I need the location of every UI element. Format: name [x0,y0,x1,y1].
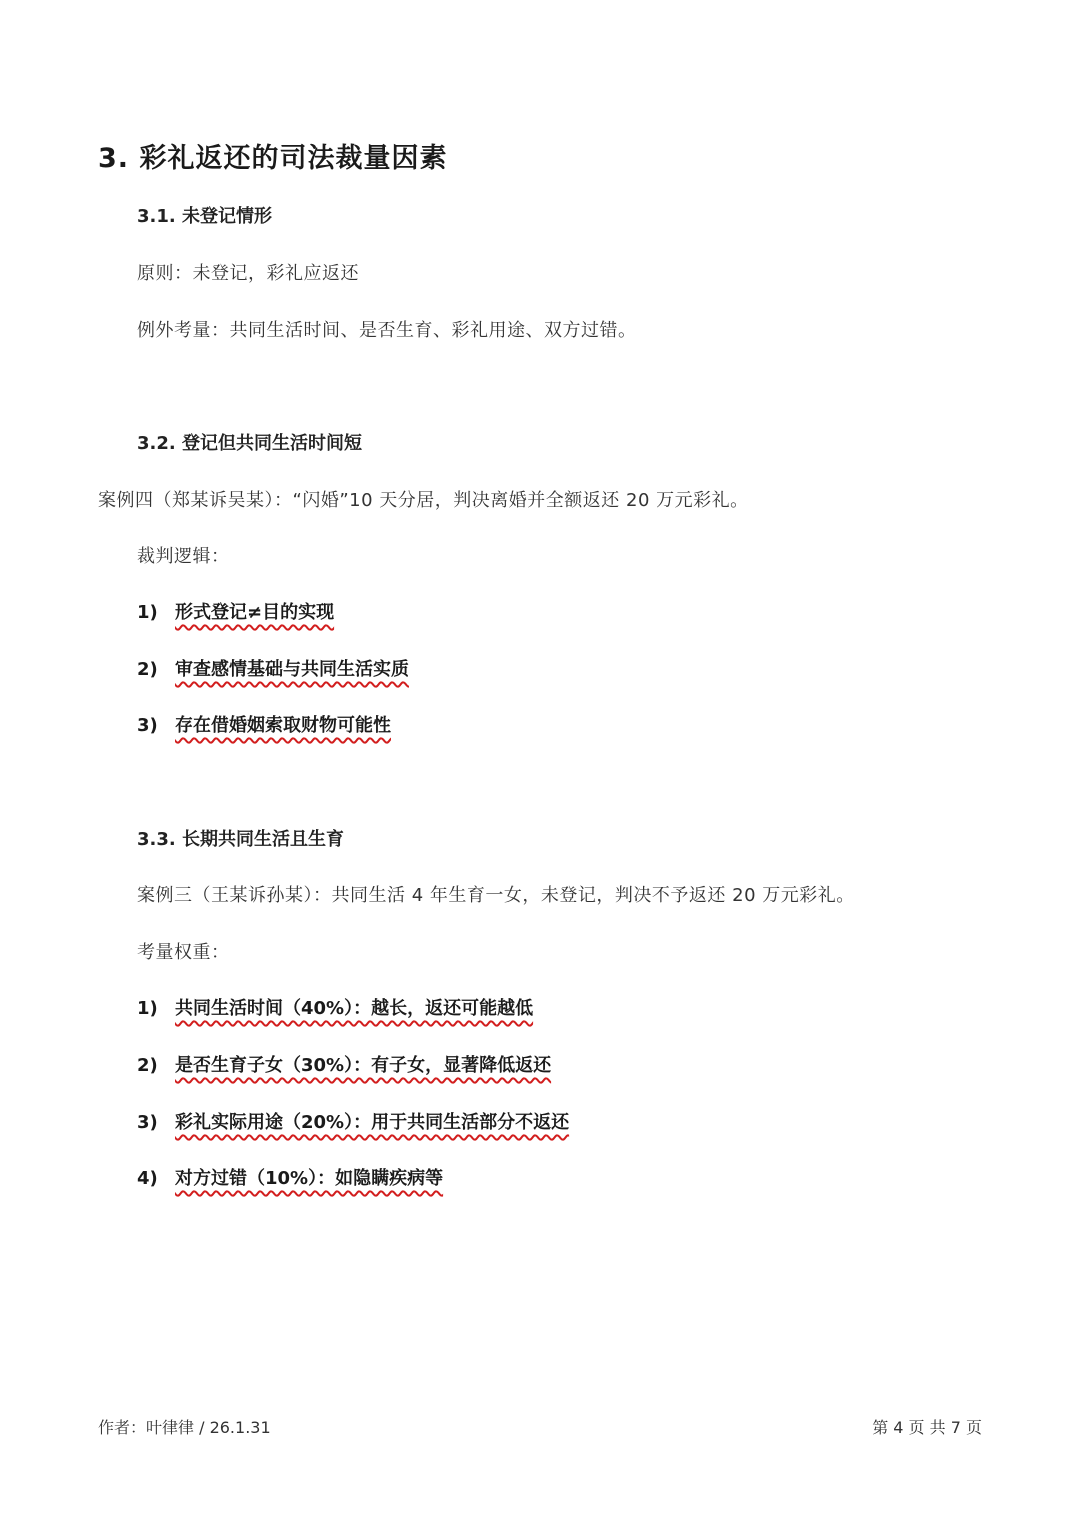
case-four-text: 案例四（郑某诉吴某）：“闪婚”10 天分居，判决离婚并全额返还 20 万元彩礼。 [98,490,749,511]
list-number: 2) [137,659,158,680]
list-number: 1) [137,602,158,623]
list-item-text: 彩礼实际用途（20%）：用于共同生活部分不返还 [175,1112,570,1133]
logic-item [137,598,334,624]
case-three-text: 案例三（王某诉孙某）：共同生活 4 年生育一女，未登记，判决不予返还 20 万元彩礼。 [137,885,855,906]
section-title: 3. 彩礼返还的司法裁量因素 [98,143,448,174]
list-item-text: 对方过错（10%）：如隐瞒疾病等 [175,1168,444,1189]
list-number: 4) [137,1168,158,1189]
list-item-text: 是否生育子女（30%）：有子女，显著降低返还 [175,1055,552,1076]
subsection-title-3-3: 3.3. 长期共同生活且生育 [137,829,344,850]
list-item-text: 共同生活时间（40%）：越长，返还可能越低 [175,998,534,1019]
weight-item [137,1108,569,1134]
list-number: 1) [137,998,158,1019]
subsection-title-3-2: 3.2. 登记但共同生活时间短 [137,433,362,454]
subsection-title-3-1: 3.1. 未登记情形 [137,206,272,227]
weights-label: 考量权重： [137,942,230,963]
list-item-text: 形式登记≠目的实现 [175,602,335,623]
weight-item [137,994,533,1020]
list-number: 3) [137,715,158,736]
footer-author: 作者：叶律律 / 26.1.31 [98,1418,271,1437]
logic-item [137,655,409,681]
footer-page-number: 第 4 页 共 7 页 [872,1418,982,1437]
exception-text: 例外考量：共同生活时间、是否生育、彩礼用途、双方过错。 [137,320,637,341]
list-number: 3) [137,1112,158,1133]
list-number: 2) [137,1055,158,1076]
list-item-text: 存在借婚姻索取财物可能性 [175,715,391,736]
weight-item [137,1051,551,1077]
list-item-text: 审查感情基础与共同生活实质 [175,659,409,680]
principle-text: 原则：未登记，彩礼应返还 [137,263,359,284]
weight-item [137,1164,443,1190]
logic-item [137,711,391,737]
logic-label: 裁判逻辑： [137,546,230,567]
